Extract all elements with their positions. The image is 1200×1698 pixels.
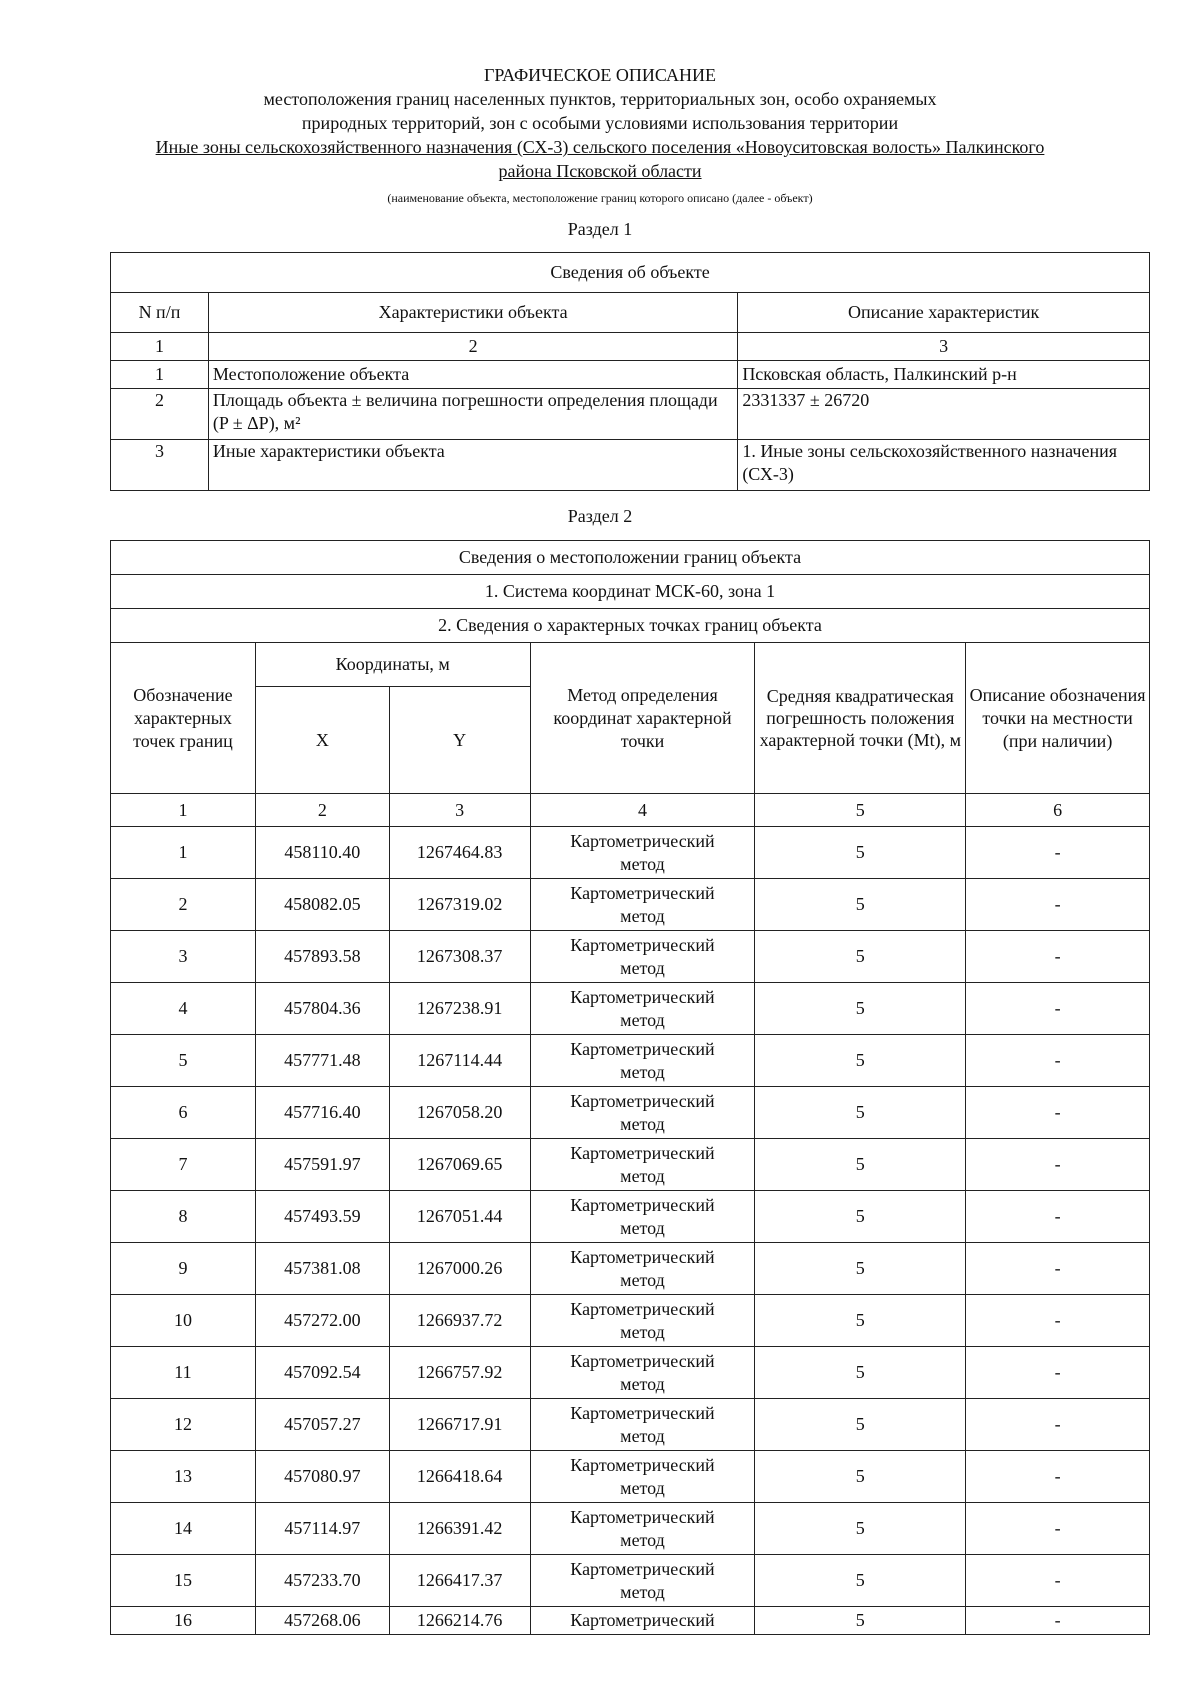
point-method-line1: Картометрический — [570, 1142, 715, 1163]
document-subtitle-line2: природных территорий, зон с особыми условиями использования территории — [301, 113, 899, 133]
point-method-line2: метод — [620, 1529, 665, 1550]
point-id: 15 — [111, 1555, 256, 1607]
point-method — [530, 1035, 755, 1087]
point-method-line1: Картометрический — [570, 1402, 715, 1423]
point-id: 7 — [111, 1139, 256, 1191]
point-method — [530, 931, 755, 983]
point-x: 457092.54 — [255, 1347, 389, 1399]
point-x: 457591.97 — [255, 1139, 389, 1191]
point-y: 1266937.72 — [389, 1295, 530, 1347]
point-y: 1266717.91 — [389, 1399, 530, 1451]
row-number: 3 — [111, 440, 209, 491]
row-number: 1 — [111, 361, 209, 389]
column-header-point: Обозначение характерных точек границ — [111, 643, 256, 794]
point-y: 1266417.37 — [389, 1555, 530, 1607]
point-id: 4 — [111, 983, 256, 1035]
column-number: 6 — [966, 794, 1150, 827]
point-error: 5 — [755, 983, 966, 1035]
boundary-table-title-row — [111, 541, 1150, 575]
point-description: - — [966, 1191, 1150, 1243]
point-method — [530, 1503, 755, 1555]
points-title-row — [111, 609, 1150, 643]
table-row — [111, 879, 1150, 931]
point-description: - — [966, 1399, 1150, 1451]
point-x: 457716.40 — [255, 1087, 389, 1139]
point-description: - — [966, 879, 1150, 931]
table-row — [111, 389, 1150, 440]
point-error: 5 — [755, 1399, 966, 1451]
column-number: 2 — [255, 794, 389, 827]
point-x: 457493.59 — [255, 1191, 389, 1243]
table-row — [111, 1087, 1150, 1139]
point-error: 5 — [755, 1139, 966, 1191]
point-description: - — [966, 1347, 1150, 1399]
boundary-table-title: Сведения о местоположении границ объекта — [111, 541, 1150, 575]
point-x: 457272.00 — [255, 1295, 389, 1347]
column-number: 3 — [738, 333, 1150, 361]
point-id: 6 — [111, 1087, 256, 1139]
point-id: 10 — [111, 1295, 256, 1347]
point-method-line2: метод — [620, 1321, 665, 1342]
object-name-line2-text: района Псковской области — [498, 161, 702, 181]
point-method-line2: метод — [620, 1269, 665, 1290]
column-number: 1 — [111, 333, 209, 361]
row-description: 1. Иные зоны сельскохозяйственного назначения (СХ-3) — [738, 440, 1150, 491]
point-method — [530, 1087, 755, 1139]
column-header-y: Y — [389, 687, 530, 794]
point-description: - — [966, 1607, 1150, 1635]
point-method-line1: Картометрический — [570, 934, 715, 955]
point-id: 12 — [111, 1399, 256, 1451]
point-method — [530, 1191, 755, 1243]
point-method-line1: Картометрический — [570, 882, 715, 903]
point-description: - — [966, 1451, 1150, 1503]
point-method — [530, 1555, 755, 1607]
point-description: - — [966, 827, 1150, 879]
point-method — [530, 1399, 755, 1451]
table-row — [111, 1243, 1150, 1295]
table-row — [111, 1191, 1150, 1243]
table-row — [111, 983, 1150, 1035]
point-method-line1: Картометрический — [570, 1558, 715, 1579]
section2-label: Раздел 2 — [567, 506, 633, 526]
point-id: 3 — [111, 931, 256, 983]
point-error: 5 — [755, 1555, 966, 1607]
point-method-line1: Картометрический — [570, 1038, 715, 1059]
point-y: 1266757.92 — [389, 1347, 530, 1399]
table-row — [111, 827, 1150, 879]
point-method — [530, 1347, 755, 1399]
point-method — [530, 827, 755, 879]
point-id: 8 — [111, 1191, 256, 1243]
column-number: 3 — [389, 794, 530, 827]
column-number: 4 — [530, 794, 755, 827]
point-description: - — [966, 1087, 1150, 1139]
point-id: 1 — [111, 827, 256, 879]
point-error: 5 — [755, 827, 966, 879]
point-x: 457268.06 — [255, 1607, 389, 1635]
point-x: 457893.58 — [255, 931, 389, 983]
point-method-line2: метод — [620, 905, 665, 926]
point-method-line1: Картометрический — [570, 1506, 715, 1527]
table-row — [111, 1607, 1150, 1635]
table-row — [111, 440, 1150, 491]
column-header: Характеристики объекта — [208, 293, 737, 333]
point-description: - — [966, 1139, 1150, 1191]
table-row — [111, 1139, 1150, 1191]
point-method — [530, 1243, 755, 1295]
column-number: 1 — [111, 794, 256, 827]
point-method-line1: Картометрический — [570, 1298, 715, 1319]
object-name-line1 — [0, 136, 1200, 159]
point-id: 9 — [111, 1243, 256, 1295]
row-number: 2 — [111, 389, 209, 440]
point-y: 1266214.76 — [389, 1607, 530, 1635]
point-x: 458110.40 — [255, 827, 389, 879]
point-method — [530, 1607, 755, 1635]
point-description: - — [966, 1503, 1150, 1555]
row-characteristic: Иные характеристики объекта — [208, 440, 737, 491]
object-name-note: (наименование объекта, местоположение границ которого описано (далее - объект) — [387, 191, 813, 205]
point-x: 457771.48 — [255, 1035, 389, 1087]
point-y: 1267051.44 — [389, 1191, 530, 1243]
table-row — [111, 1347, 1150, 1399]
point-y: 1267308.37 — [389, 931, 530, 983]
object-info-table — [110, 252, 1150, 491]
point-y: 1266418.64 — [389, 1451, 530, 1503]
document-title: ГРАФИЧЕСКОЕ ОПИСАНИЕ — [483, 65, 717, 85]
point-error: 5 — [755, 1035, 966, 1087]
point-method-line1: Картометрический — [570, 830, 715, 851]
point-x: 457114.97 — [255, 1503, 389, 1555]
boundary-points-table — [110, 540, 1150, 1635]
point-error: 5 — [755, 1243, 966, 1295]
point-method — [530, 1451, 755, 1503]
point-x: 457381.08 — [255, 1243, 389, 1295]
point-error: 5 — [755, 931, 966, 983]
point-id: 5 — [111, 1035, 256, 1087]
point-id: 13 — [111, 1451, 256, 1503]
point-y: 1267000.26 — [389, 1243, 530, 1295]
coord-system-row — [111, 575, 1150, 609]
point-description: - — [966, 1295, 1150, 1347]
point-description: - — [966, 1243, 1150, 1295]
point-id: 14 — [111, 1503, 256, 1555]
point-method-line1: Картометрический — [570, 1194, 715, 1215]
point-method-line2: метод — [620, 1113, 665, 1134]
point-id: 16 — [111, 1607, 256, 1635]
row-characteristic: Местоположение объекта — [208, 361, 737, 389]
row-description: Псковская область, Палкинский р-н — [738, 361, 1150, 389]
point-method-line1: Картометрический — [570, 1610, 715, 1630]
point-x: 457233.70 — [255, 1555, 389, 1607]
point-method-line1: Картометрический — [570, 1454, 715, 1475]
column-number: 2 — [208, 333, 737, 361]
row-characteristic: Площадь объекта ± величина погрешности определения площади (P ± ΔP), м² — [208, 389, 737, 440]
point-method — [530, 983, 755, 1035]
table-row — [111, 1399, 1150, 1451]
point-y: 1267114.44 — [389, 1035, 530, 1087]
point-description: - — [966, 931, 1150, 983]
point-method-line2: метод — [620, 1373, 665, 1394]
table-row — [111, 1503, 1150, 1555]
point-method-line1: Картометрический — [570, 1350, 715, 1371]
point-method-line1: Картометрический — [570, 1246, 715, 1267]
point-error: 5 — [755, 1347, 966, 1399]
point-method — [530, 1139, 755, 1191]
point-error: 5 — [755, 1451, 966, 1503]
point-y: 1267464.83 — [389, 827, 530, 879]
point-method — [530, 879, 755, 931]
point-method-line2: метод — [620, 1581, 665, 1602]
point-id: 2 — [111, 879, 256, 931]
points-header-row — [111, 643, 1150, 687]
point-error: 5 — [755, 1607, 966, 1635]
point-y: 1267058.20 — [389, 1087, 530, 1139]
document-subtitle-line1: местоположения границ населенных пунктов, территориальных зон, особо охраняемых — [263, 89, 937, 109]
column-header-x: X — [255, 687, 389, 794]
column-header: N п/п — [111, 293, 209, 333]
column-number: 5 — [755, 794, 966, 827]
table-row — [111, 361, 1150, 389]
point-error: 5 — [755, 1087, 966, 1139]
point-y: 1267069.65 — [389, 1139, 530, 1191]
point-description: - — [966, 1555, 1150, 1607]
point-method-line1: Картометрический — [570, 986, 715, 1007]
section1-label: Раздел 1 — [567, 219, 633, 239]
table-row — [111, 931, 1150, 983]
point-method — [530, 1295, 755, 1347]
point-method-line2: метод — [620, 957, 665, 978]
points-title: 2. Сведения о характерных точках границ объекта — [111, 609, 1150, 643]
point-description: - — [966, 983, 1150, 1035]
point-x: 458082.05 — [255, 879, 389, 931]
object-info-table-title: Сведения об объекте — [111, 253, 1150, 293]
point-method-line2: метод — [620, 1477, 665, 1498]
object-info-title-row — [111, 253, 1150, 293]
point-method-line2: метод — [620, 1009, 665, 1030]
point-y: 1267238.91 — [389, 983, 530, 1035]
point-y: 1266391.42 — [389, 1503, 530, 1555]
table-row — [111, 1035, 1150, 1087]
points-number-row — [111, 794, 1150, 827]
point-error: 5 — [755, 1295, 966, 1347]
point-error: 5 — [755, 1191, 966, 1243]
object-name-line1-text: Иные зоны сельскохозяйственного назначения (СХ-3) сельского поселения «Новоуситовская волость» Палкинского — [155, 137, 1045, 157]
column-header-coords: Координаты, м — [255, 643, 530, 687]
point-description: - — [966, 1035, 1150, 1087]
point-x: 457804.36 — [255, 983, 389, 1035]
column-header-error: Средняя квадратическая погрешность положения характерной точки (Mt), м — [755, 643, 966, 794]
point-error: 5 — [755, 879, 966, 931]
point-method-line1: Картометрический — [570, 1090, 715, 1111]
table-row — [111, 1451, 1150, 1503]
point-method-line2: метод — [620, 1425, 665, 1446]
point-method-line2: метод — [620, 853, 665, 874]
point-id: 11 — [111, 1347, 256, 1399]
object-name-line2 — [0, 160, 1200, 183]
point-error: 5 — [755, 1503, 966, 1555]
object-info-number-row — [111, 333, 1150, 361]
point-method-line2: метод — [620, 1165, 665, 1186]
row-description: 2331337 ± 26720 — [738, 389, 1150, 440]
table-row — [111, 1295, 1150, 1347]
point-x: 457080.97 — [255, 1451, 389, 1503]
column-header: Описание характеристик — [738, 293, 1150, 333]
object-info-header-row — [111, 293, 1150, 333]
point-method-line2: метод — [620, 1061, 665, 1082]
point-x: 457057.27 — [255, 1399, 389, 1451]
column-header-method: Метод определения координат характерной точки — [530, 643, 755, 794]
table-row — [111, 1555, 1150, 1607]
coord-system-label: 1. Система координат МСК-60, зона 1 — [111, 575, 1150, 609]
column-header-description: Описание обозначения точки на местности (при наличии) — [966, 643, 1150, 794]
point-method-line2: метод — [620, 1217, 665, 1238]
point-y: 1267319.02 — [389, 879, 530, 931]
